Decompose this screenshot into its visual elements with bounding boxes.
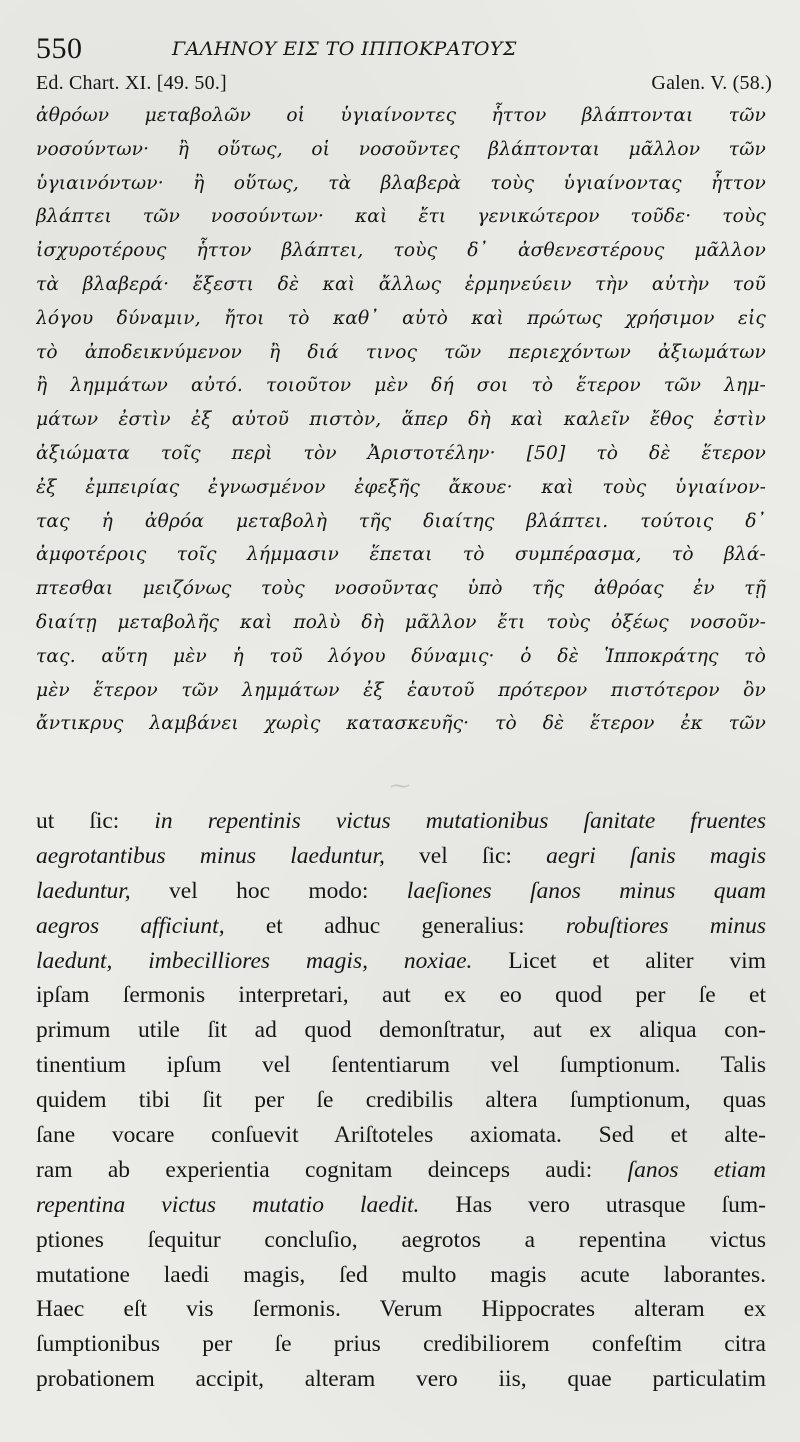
greek-text-line: ἀξιώματα τοῖς περὶ τὸν Ἀριστοτέλην· [50] τὸ δὲ ἕτερον: [36, 442, 766, 464]
latin-italic-segment: ſanos etiam: [627, 1156, 766, 1183]
latin-text-line: [36, 978, 766, 1013]
latin-text-line: [36, 1048, 766, 1083]
latin-text-line: [36, 874, 766, 909]
latin-roman-segment: tinentium ipſum vel ſententiarum vel ſumptionum. Talis: [36, 1052, 766, 1079]
latin-roman-segment: probationem accipit, alteram vero iis, quae particulatim: [36, 1366, 766, 1393]
latin-italic-segment: laeduntur,: [36, 877, 131, 904]
greek-text-line: ἄντικρυς λαμβάνει χωρὶς κατασκευῆς· τὸ δὲ ἕτερον ἐκ τῶν: [36, 713, 766, 735]
latin-text-block: [36, 804, 766, 1397]
greek-text-line: ὑγιαινόντων· ἢ οὕτως, τὰ βλαβερὰ τοὺς ὑγιαίνοντας ἧττον: [36, 172, 766, 194]
edition-reference-row: [36, 70, 772, 96]
latin-roman-segment: vel ſic:: [384, 842, 547, 869]
greek-text-block: [36, 99, 766, 741]
latin-text-line: [36, 1223, 766, 1258]
latin-italic-segment: laeſiones ſanos minus quam: [406, 877, 766, 904]
greek-text-line: μάτων ἐστὶν ἐξ αὐτοῦ πιστὸν, ἅπερ δὴ καὶ καλεῖν ἔθος ἐστὶν: [36, 409, 766, 431]
greek-text-line: διαίτῃ μεταβολῆς καὶ πολὺ δὴ μᾶλλον ἔτι τοὺς ὀξέως νοσοῦν-: [36, 611, 766, 633]
greek-text-line: ἐξ ἐμπειρίας ἐγνωσμένον ἐφεξῆς ἄκουε· καὶ τοὺς ὑγιαίνον-: [36, 476, 766, 498]
latin-text-line: [36, 1188, 766, 1223]
latin-italic-segment: robuſtiores minus: [565, 912, 766, 939]
latin-roman-segment: quidem tibi ſit per ſe credibilis altera ſumptionum, quas: [36, 1087, 766, 1114]
latin-italic-segment: aegrotantibus minus laeduntur,: [36, 842, 385, 869]
faded-ornament: ⁓: [390, 773, 410, 797]
greek-text-line: μὲν ἕτερον τῶν λημμάτων ἐξ ἑαυτοῦ πρότερον πιστότερον ὂν: [36, 679, 766, 701]
latin-roman-segment: vel hoc modo:: [130, 877, 407, 904]
latin-roman-segment: Licet et aliter vim: [472, 947, 766, 974]
latin-italic-segment: aegros afficiunt,: [36, 912, 225, 939]
latin-roman-segment: mutatione laedi magis, ſed multo magis acute laborantes.: [36, 1261, 766, 1288]
running-header: [36, 32, 776, 66]
edition-reference-galen: Galen. V. (58.): [651, 72, 772, 94]
greek-text-line: βλάπτει τῶν νοσούντων· καὶ ἔτι γενικώτερον τοῦδε· τοὺς: [36, 206, 766, 228]
latin-roman-segment: ut ſic:: [36, 808, 155, 834]
greek-text-line: νοσούντων· ἢ οὕτως, οἱ νοσοῦντες βλάπτονται μᾶλλον τῶν: [36, 138, 766, 160]
greek-text-line: τας. αὕτη μὲν ἡ τοῦ λόγου δύναμις· ὁ δὲ Ἱπποκράτης τὸ: [36, 645, 766, 667]
latin-text-line: [36, 1292, 766, 1327]
latin-roman-segment: ſane vocare conſuevit Ariſtoteles axiomata. Sed et alte-: [36, 1122, 766, 1149]
latin-text-line: [36, 804, 766, 839]
latin-italic-segment: laedunt, imbecilliores magis, noxiae.: [36, 947, 473, 974]
latin-text-line: [36, 909, 766, 944]
latin-roman-segment: ſumptionibus per ſe prius credibiliorem confeſtim citra: [36, 1331, 766, 1358]
greek-text-line: πτεσθαι μειζόνως τοὺς νοσοῦντας ὑπὸ τῆς ἀθρόας ἐν τῇ: [36, 578, 766, 600]
latin-text-line: [36, 1327, 766, 1362]
latin-roman-segment: ipſam ſermonis interpretari, aut ex eo quod per ſe et: [36, 982, 766, 1009]
latin-text-line: [36, 1153, 766, 1188]
greek-text-line: ἢ λημμάτων αὐτό. τοιοῦτον μὲν δή σοι τὸ ἕτερον τῶν λημ-: [36, 375, 766, 397]
latin-italic-segment: aegri ſanis magis: [546, 842, 766, 869]
latin-italic-segment: repentina victus mutatio laedit.: [36, 1191, 420, 1218]
greek-text-line: ἀμφοτέροις τοῖς λήμμασιν ἕπεται τὸ συμπέρασμα, τὸ βλά-: [36, 544, 766, 566]
latin-roman-segment: et adhuc generalius:: [224, 912, 566, 939]
latin-text-line: [36, 1118, 766, 1153]
latin-roman-segment: ram ab experientia cognitam deinceps audi:: [36, 1156, 628, 1183]
latin-text-line: [36, 1362, 766, 1397]
latin-text-line: [36, 1013, 766, 1048]
running-title: ΓΑΛΗΝΟΥ ΕΙΣ ΤΟ ΙΠΠΟΚΡΑΤΟΥΣ: [172, 38, 517, 60]
latin-text-line: [36, 839, 766, 874]
latin-roman-segment: ptiones ſequitur concluſio, aegrotos a repentina victus: [36, 1226, 766, 1253]
greek-text-line: τας ἡ ἀθρόα μεταβολὴ τῆς διαίτης βλάπτει. τούτοις δ᾽: [36, 510, 766, 532]
latin-text-line: [36, 1258, 766, 1293]
latin-italic-segment: in repentinis victus mutationibus ſanitate fruentes: [154, 808, 766, 834]
greek-text-line: τὰ βλαβερά· ἔξεστι δὲ καὶ ἄλλως ἑρμηνεύειν τὴν αὐτὴν τοῦ: [36, 273, 766, 295]
greek-text-line: ἰσχυροτέρους ἧττον βλάπτει, τοὺς δ᾽ ἀσθενεστέρους μᾶλλον: [36, 240, 766, 262]
page-number: 550: [36, 32, 83, 65]
greek-text-line: ἀθρόων μεταβολῶν οἱ ὑγιαίνοντες ἧττον βλάπτονται τῶν: [36, 105, 766, 126]
latin-roman-segment: Has vero utrasque ſum-: [419, 1191, 766, 1218]
greek-text-line: λόγου δύναμιν, ἤτοι τὸ καθ᾽ αὑτὸ καὶ πρώτως χρήσιμον εἰς: [36, 307, 766, 329]
latin-roman-segment: Haec eſt vis ſermonis. Verum Hippocrates alteram ex: [36, 1296, 766, 1323]
latin-text-line: [36, 1083, 766, 1118]
edition-reference-chartier: Ed. Chart. XI. [49. 50.]: [36, 72, 227, 94]
latin-roman-segment: primum utile ſit ad quod demonſtratur, aut ex aliqua con-: [36, 1017, 766, 1044]
latin-text-line: [36, 944, 766, 979]
greek-text-line: τὸ ἀποδεικνύμενον ἢ διά τινος τῶν περιεχόντων ἀξιωμάτων: [36, 341, 766, 363]
